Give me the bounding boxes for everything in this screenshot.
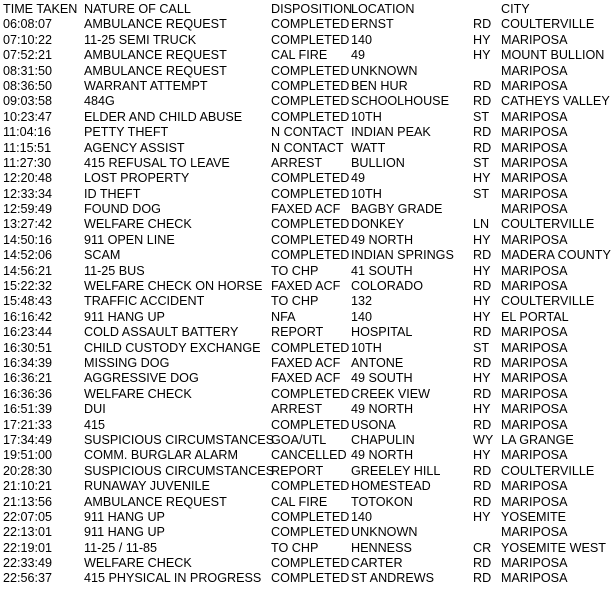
- disposition-cell: COMPLETED: [271, 63, 350, 78]
- table-row: [0, 33, 614, 48]
- city-cell: MARIPOSA: [501, 371, 568, 386]
- nature-cell: AMBULANCE REQUEST: [84, 63, 227, 78]
- table-row: [0, 17, 614, 32]
- header-nature-of-call: NATURE OF CALL: [84, 2, 191, 16]
- table-row: [0, 510, 614, 525]
- header-city: CITY: [501, 2, 530, 16]
- table-row: [0, 556, 614, 571]
- location-cell: ST ANDREWS: [351, 571, 435, 586]
- disposition-cell: COMPLETED: [271, 217, 350, 232]
- location-cell: SCHOOLHOUSE: [351, 94, 449, 109]
- table-row: [0, 371, 614, 386]
- time-cell: 22:07:05: [3, 509, 53, 524]
- table-row: [0, 433, 614, 448]
- disposition-cell: COMPLETED: [271, 417, 350, 432]
- street-suffix-cell: RD: [473, 463, 492, 478]
- table-row: [0, 294, 614, 309]
- street-suffix-cell: WY: [473, 432, 494, 447]
- street-suffix-cell: HY: [473, 309, 491, 324]
- table-row: [0, 94, 614, 109]
- city-cell: COULTERVILLE: [501, 217, 595, 232]
- city-cell: COULTERVILLE: [501, 17, 595, 32]
- table-row: [0, 387, 614, 402]
- nature-cell: ELDER AND CHILD ABUSE: [84, 109, 243, 124]
- location-cell: 49 NORTH: [351, 448, 414, 463]
- location-cell: GREELEY HILL: [351, 463, 441, 478]
- disposition-cell: COMPLETED: [271, 509, 350, 524]
- location-cell: 41 SOUTH: [351, 263, 413, 278]
- nature-cell: 484G: [84, 94, 115, 109]
- street-suffix-cell: CR: [473, 540, 492, 555]
- time-cell: 10:23:47: [3, 109, 53, 124]
- location-cell: TOTOKON: [351, 494, 413, 509]
- table-row: [0, 187, 614, 202]
- nature-cell: COLD ASSAULT BATTERY: [84, 325, 239, 340]
- street-suffix-cell: [473, 202, 501, 217]
- disposition-cell: COMPLETED: [271, 109, 350, 124]
- table-row: [0, 448, 614, 463]
- city-cell: MARIPOSA: [501, 78, 568, 93]
- table-row: [0, 264, 614, 279]
- street-suffix-cell: HY: [473, 171, 491, 186]
- nature-cell: SCAM: [84, 248, 121, 263]
- disposition-cell: COMPLETED: [271, 556, 350, 571]
- street-suffix-cell: RD: [473, 556, 492, 571]
- street-suffix-cell: HY: [473, 48, 491, 63]
- disposition-cell: COMPLETED: [271, 386, 350, 401]
- disposition-cell: TO CHP: [271, 540, 319, 555]
- time-cell: 12:33:34: [3, 186, 53, 201]
- disposition-cell: ARREST: [271, 155, 323, 170]
- table-row: [0, 141, 614, 156]
- table-row: [0, 79, 614, 94]
- street-suffix-cell: ST: [473, 109, 490, 124]
- nature-cell: SUSPICIOUS CIRCUMSTANCES: [84, 432, 275, 447]
- city-cell: LA GRANGE: [501, 432, 574, 447]
- nature-cell: 415 PHYSICAL IN PROGRESS: [84, 571, 262, 586]
- location-cell: BEN HUR: [351, 78, 408, 93]
- time-cell: 11:04:16: [3, 125, 52, 140]
- time-cell: 12:20:48: [3, 171, 53, 186]
- city-cell: MARIPOSA: [501, 232, 568, 247]
- nature-cell: AMBULANCE REQUEST: [84, 48, 227, 63]
- nature-cell: CHILD CUSTODY EXCHANGE: [84, 340, 261, 355]
- nature-cell: 911 OPEN LINE: [84, 232, 175, 247]
- disposition-cell: FAXED ACF: [271, 355, 341, 370]
- street-suffix-cell: RD: [473, 355, 492, 370]
- disposition-cell: FAXED ACF: [271, 279, 341, 294]
- nature-cell: AGENCY ASSIST: [84, 140, 185, 155]
- nature-cell: DUI: [84, 402, 106, 417]
- time-cell: 16:51:39: [3, 402, 53, 417]
- table-row: [0, 156, 614, 171]
- disposition-cell: CAL FIRE: [271, 48, 328, 63]
- city-cell: MARIPOSA: [501, 402, 568, 417]
- disposition-cell: COMPLETED: [271, 94, 350, 109]
- time-cell: 12:59:49: [3, 202, 53, 217]
- disposition-cell: REPORT: [271, 325, 324, 340]
- nature-cell: AMBULANCE REQUEST: [84, 494, 227, 509]
- city-cell: MARIPOSA: [501, 263, 568, 278]
- street-suffix-cell: LN: [473, 217, 490, 232]
- table-row: [0, 64, 614, 79]
- city-cell: MOUNT BULLION: [501, 48, 605, 63]
- location-cell: 10TH: [351, 186, 382, 201]
- location-cell: 49: [351, 171, 366, 186]
- time-cell: 11:27:30: [3, 155, 52, 170]
- location-cell: WATT: [351, 140, 386, 155]
- time-cell: 08:31:50: [3, 63, 53, 78]
- table-row: [0, 248, 614, 263]
- table-row: [0, 356, 614, 371]
- location-cell: 140: [351, 309, 373, 324]
- table-row: [0, 202, 614, 217]
- disposition-cell: COMPLETED: [271, 479, 350, 494]
- nature-cell: RUNAWAY JUVENILE: [84, 479, 210, 494]
- disposition-cell: COMPLETED: [271, 571, 350, 586]
- time-cell: 21:10:21: [3, 479, 53, 494]
- time-cell: 22:33:49: [3, 556, 53, 571]
- city-cell: MADERA COUNTY: [501, 248, 611, 263]
- disposition-cell: GOA/UTL: [271, 432, 327, 447]
- nature-cell: ID THEFT: [84, 186, 141, 201]
- street-suffix-cell: RD: [473, 494, 492, 509]
- location-cell: BULLION: [351, 155, 405, 170]
- location-cell: 10TH: [351, 340, 382, 355]
- header-location: LOCATION: [351, 2, 415, 16]
- location-cell: DONKEY: [351, 217, 405, 232]
- time-cell: 16:16:42: [3, 309, 53, 324]
- location-cell: ERNST: [351, 17, 394, 32]
- time-cell: 16:30:51: [3, 340, 53, 355]
- city-cell: COULTERVILLE: [501, 463, 595, 478]
- time-cell: 16:23:44: [3, 325, 53, 340]
- table-row: [0, 279, 614, 294]
- disposition-cell: COMPLETED: [271, 78, 350, 93]
- city-cell: YOSEMITE WEST: [501, 540, 606, 555]
- city-cell: MARIPOSA: [501, 571, 568, 586]
- street-suffix-cell: HY: [473, 263, 491, 278]
- nature-cell: 11-25 SEMI TRUCK: [84, 32, 197, 47]
- disposition-cell: COMPLETED: [271, 171, 350, 186]
- nature-cell: PETTY THEFT: [84, 125, 169, 140]
- time-cell: 17:21:33: [3, 417, 53, 432]
- location-cell: COLORADO: [351, 279, 424, 294]
- table-row: [0, 233, 614, 248]
- location-cell: HENNESS: [351, 540, 412, 555]
- time-cell: 13:27:42: [3, 217, 53, 232]
- nature-cell: WELFARE CHECK: [84, 556, 192, 571]
- street-suffix-cell: RD: [473, 479, 492, 494]
- time-cell: 16:36:36: [3, 386, 53, 401]
- table-row: [0, 402, 614, 417]
- location-cell: CARTER: [351, 556, 403, 571]
- time-cell: 22:13:01: [3, 525, 53, 540]
- city-cell: MARIPOSA: [501, 417, 568, 432]
- city-cell: MARIPOSA: [501, 109, 568, 124]
- disposition-cell: COMPLETED: [271, 232, 350, 247]
- nature-cell: LOST PROPERTY: [84, 171, 190, 186]
- city-cell: MARIPOSA: [501, 525, 568, 540]
- street-suffix-cell: HY: [473, 32, 491, 47]
- disposition-cell: TO CHP: [271, 294, 319, 309]
- time-cell: 06:08:07: [3, 17, 53, 32]
- street-suffix-cell: RD: [473, 571, 492, 586]
- table-row: [0, 418, 614, 433]
- table-row: [0, 525, 614, 540]
- header-disposition: DISPOSITION: [271, 2, 353, 16]
- table-row: [0, 495, 614, 510]
- table-row: [0, 171, 614, 186]
- nature-cell: WELFARE CHECK ON HORSE: [84, 279, 263, 294]
- time-cell: 16:36:21: [3, 371, 53, 386]
- street-suffix-cell: ST: [473, 340, 490, 355]
- nature-cell: 415 REFUSAL TO LEAVE: [84, 155, 230, 170]
- location-cell: 49 SOUTH: [351, 371, 413, 386]
- location-cell: 49 NORTH: [351, 232, 414, 247]
- location-cell: HOSPITAL: [351, 325, 413, 340]
- nature-cell: 415: [84, 417, 106, 432]
- time-cell: 21:13:56: [3, 494, 53, 509]
- time-cell: 20:28:30: [3, 463, 53, 478]
- city-cell: MARIPOSA: [501, 386, 568, 401]
- city-cell: MARIPOSA: [501, 32, 568, 47]
- nature-cell: 911 HANG UP: [84, 525, 165, 540]
- time-cell: 19:51:00: [3, 448, 53, 463]
- nature-cell: 911 HANG UP: [84, 509, 165, 524]
- nature-cell: TRAFFIC ACCIDENT: [84, 294, 205, 309]
- location-cell: 140: [351, 32, 373, 47]
- location-cell: USONA: [351, 417, 396, 432]
- disposition-cell: CANCELLED: [271, 448, 347, 463]
- disposition-cell: COMPLETED: [271, 32, 350, 47]
- street-suffix-cell: HY: [473, 232, 491, 247]
- time-cell: 11:15:51: [3, 140, 52, 155]
- table-row: [0, 479, 614, 494]
- street-suffix-cell: RD: [473, 17, 492, 32]
- time-cell: 09:03:58: [3, 94, 53, 109]
- street-suffix-cell: RD: [473, 125, 492, 140]
- nature-cell: COMM. BURGLAR ALARM: [84, 448, 238, 463]
- table-row: [0, 541, 614, 556]
- nature-cell: WELFARE CHECK: [84, 217, 192, 232]
- time-cell: 14:50:16: [3, 232, 53, 247]
- street-suffix-cell: HY: [473, 509, 491, 524]
- time-cell: 08:36:50: [3, 78, 53, 93]
- time-cell: 07:10:22: [3, 32, 53, 47]
- location-cell: CHAPULIN: [351, 432, 415, 447]
- city-cell: MARIPOSA: [501, 325, 568, 340]
- time-cell: 15:48:43: [3, 294, 53, 309]
- street-suffix-cell: [473, 525, 501, 540]
- location-cell: 140: [351, 509, 373, 524]
- city-cell: YOSEMITE: [501, 509, 567, 524]
- time-cell: 07:52:21: [3, 48, 53, 63]
- city-cell: MARIPOSA: [501, 155, 568, 170]
- disposition-cell: CAL FIRE: [271, 494, 328, 509]
- table-row: [0, 310, 614, 325]
- street-suffix-cell: ST: [473, 186, 490, 201]
- nature-cell: WARRANT ATTEMPT: [84, 78, 208, 93]
- time-cell: 22:56:37: [3, 571, 53, 586]
- city-cell: CATHEYS VALLEY: [501, 94, 610, 109]
- location-cell: BAGBY GRADE: [351, 202, 443, 217]
- city-cell: COULTERVILLE: [501, 294, 595, 309]
- time-cell: 17:34:49: [3, 432, 53, 447]
- nature-cell: WELFARE CHECK: [84, 386, 192, 401]
- table-row: [0, 110, 614, 125]
- street-suffix-cell: HY: [473, 402, 491, 417]
- city-cell: MARIPOSA: [501, 202, 568, 217]
- table-row: [0, 125, 614, 140]
- location-cell: 49: [351, 48, 366, 63]
- table-row: [0, 571, 614, 586]
- location-cell: CREEK VIEW: [351, 386, 431, 401]
- table-row: [0, 48, 614, 63]
- city-cell: MARIPOSA: [501, 63, 568, 78]
- time-cell: 14:56:21: [3, 263, 53, 278]
- location-cell: UNKNOWN: [351, 525, 418, 540]
- location-cell: ANTONE: [351, 355, 404, 370]
- street-suffix-cell: RD: [473, 78, 492, 93]
- nature-cell: MISSING DOG: [84, 355, 170, 370]
- city-cell: MARIPOSA: [501, 186, 568, 201]
- street-suffix-cell: HY: [473, 294, 491, 309]
- city-cell: MARIPOSA: [501, 556, 568, 571]
- street-suffix-cell: RD: [473, 94, 492, 109]
- street-suffix-cell: RD: [473, 417, 492, 432]
- disposition-cell: COMPLETED: [271, 525, 350, 540]
- location-cell: UNKNOWN: [351, 63, 418, 78]
- table-row: [0, 341, 614, 356]
- street-suffix-cell: RD: [473, 386, 492, 401]
- street-suffix-cell: RD: [473, 140, 492, 155]
- location-cell: 10TH: [351, 109, 382, 124]
- city-cell: MARIPOSA: [501, 340, 568, 355]
- nature-cell: 11-25 / 11-85: [84, 540, 158, 555]
- city-cell: MARIPOSA: [501, 140, 568, 155]
- disposition-cell: TO CHP: [271, 263, 319, 278]
- city-cell: MARIPOSA: [501, 494, 568, 509]
- disposition-cell: N CONTACT: [271, 140, 344, 155]
- nature-cell: SUSPICIOUS CIRCUMSTANCES: [84, 463, 275, 478]
- header-row: [0, 2, 614, 17]
- city-cell: MARIPOSA: [501, 448, 568, 463]
- city-cell: MARIPOSA: [501, 171, 568, 186]
- location-cell: INDIAN SPRINGS: [351, 248, 454, 263]
- street-suffix-cell: RD: [473, 279, 492, 294]
- table-row: [0, 464, 614, 479]
- city-cell: EL PORTAL: [501, 309, 569, 324]
- street-suffix-cell: [473, 64, 501, 79]
- disposition-cell: COMPLETED: [271, 186, 350, 201]
- city-cell: MARIPOSA: [501, 279, 568, 294]
- disposition-cell: COMPLETED: [271, 17, 350, 32]
- nature-cell: 911 HANG UP: [84, 309, 165, 324]
- nature-cell: 11-25 BUS: [84, 263, 145, 278]
- street-suffix-cell: HY: [473, 371, 491, 386]
- disposition-cell: FAXED ACF: [271, 202, 341, 217]
- time-cell: 15:22:32: [3, 279, 53, 294]
- street-suffix-cell: RD: [473, 325, 492, 340]
- table-row: [0, 217, 614, 232]
- time-cell: 16:34:39: [3, 355, 53, 370]
- location-cell: 49 NORTH: [351, 402, 414, 417]
- location-cell: INDIAN PEAK: [351, 125, 431, 140]
- city-cell: MARIPOSA: [501, 125, 568, 140]
- nature-cell: FOUND DOG: [84, 202, 161, 217]
- location-cell: 132: [351, 294, 373, 309]
- table-body: [0, 17, 614, 586]
- disposition-cell: REPORT: [271, 463, 324, 478]
- street-suffix-cell: HY: [473, 448, 491, 463]
- time-cell: 14:52:06: [3, 248, 53, 263]
- location-cell: HOMESTEAD: [351, 479, 431, 494]
- disposition-cell: FAXED ACF: [271, 371, 341, 386]
- street-suffix-cell: ST: [473, 155, 490, 170]
- city-cell: MARIPOSA: [501, 355, 568, 370]
- disposition-cell: N CONTACT: [271, 125, 344, 140]
- disposition-cell: COMPLETED: [271, 340, 350, 355]
- street-suffix-cell: RD: [473, 248, 492, 263]
- city-cell: MARIPOSA: [501, 479, 568, 494]
- disposition-cell: ARREST: [271, 402, 323, 417]
- header-suffix: [473, 2, 501, 17]
- disposition-cell: COMPLETED: [271, 248, 350, 263]
- header-time-taken: TIME TAKEN: [3, 2, 78, 16]
- nature-cell: AMBULANCE REQUEST: [84, 17, 227, 32]
- disposition-cell: NFA: [271, 309, 296, 324]
- nature-cell: AGGRESSIVE DOG: [84, 371, 199, 386]
- time-cell: 22:19:01: [3, 540, 53, 555]
- call-log-table: [0, 2, 614, 587]
- table-row: [0, 325, 614, 340]
